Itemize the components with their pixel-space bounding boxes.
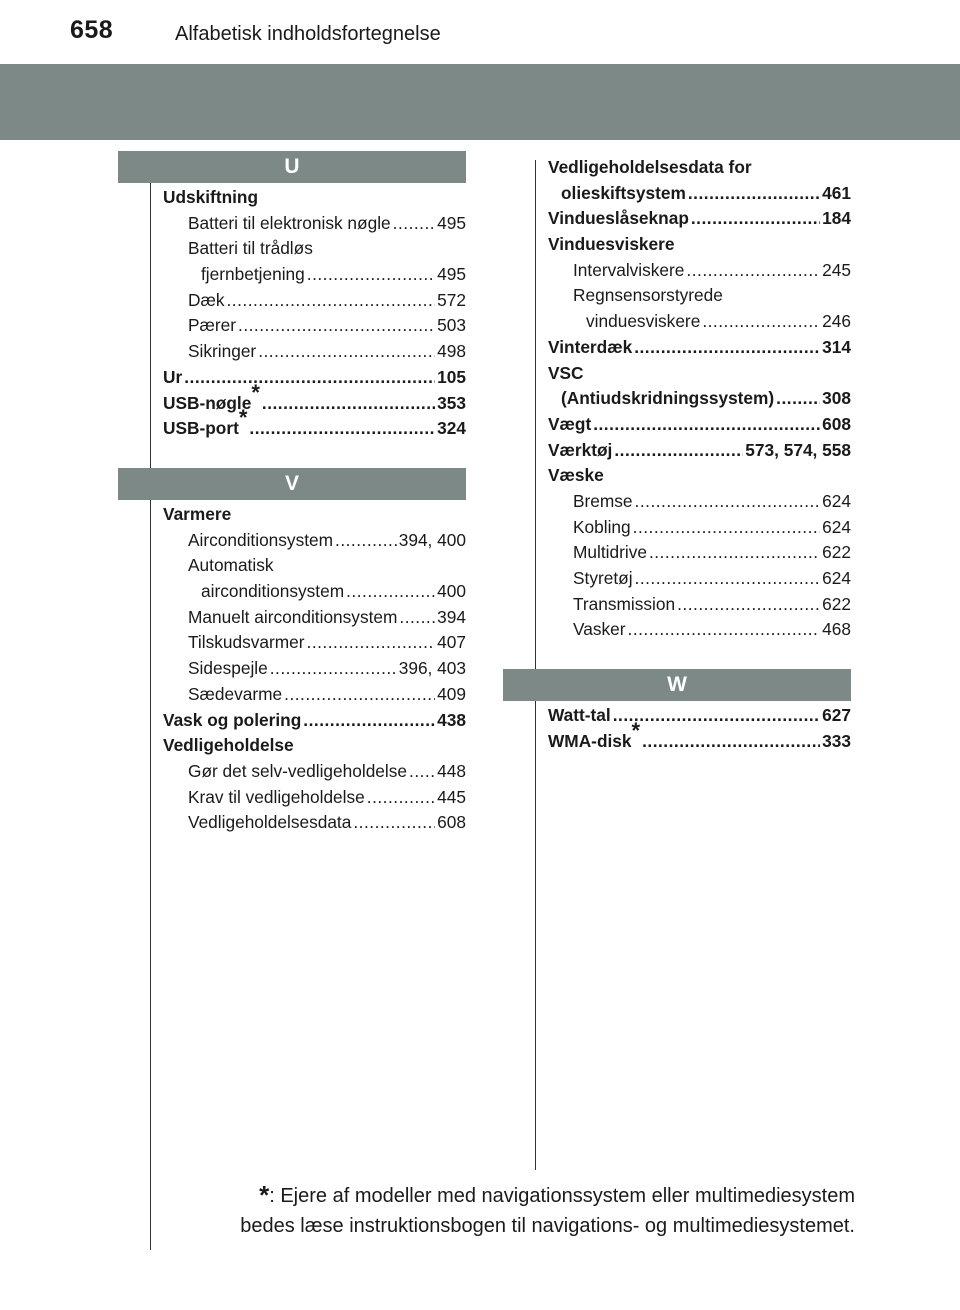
left-rule bbox=[150, 183, 151, 1250]
index-subheading bbox=[163, 236, 466, 262]
leader-dots bbox=[409, 759, 435, 785]
index-entry bbox=[548, 540, 851, 566]
page-ref: 573, 574, 558 bbox=[745, 439, 851, 460]
page-ref: 396, 403 bbox=[398, 658, 466, 679]
leader-dots bbox=[691, 206, 820, 232]
entry-label: Pærer bbox=[188, 315, 237, 336]
page-ref: 498 bbox=[437, 341, 466, 362]
page-ref: 333 bbox=[822, 730, 851, 751]
footnote-star: * bbox=[259, 1180, 270, 1210]
entry-label: Vedligeholdelsesdata bbox=[188, 812, 352, 833]
leader-dots bbox=[399, 605, 435, 631]
index-entry bbox=[548, 617, 851, 643]
page-ref: 627 bbox=[822, 705, 851, 725]
section-v-list bbox=[163, 502, 466, 836]
entry-label: USB-port bbox=[163, 418, 239, 439]
entry-label: Watt-tal bbox=[548, 705, 611, 725]
index-heading bbox=[548, 232, 851, 258]
entry-label: Udskiftning bbox=[163, 187, 259, 207]
leader-dots bbox=[303, 708, 435, 734]
page-ref: 246 bbox=[822, 311, 851, 332]
index-entry bbox=[163, 605, 466, 631]
asterisk-mark: * bbox=[251, 379, 260, 405]
leader-dots bbox=[614, 438, 743, 464]
index-entry bbox=[548, 566, 851, 592]
leader-dots bbox=[258, 339, 435, 365]
entry-label: Batteri til trådløs bbox=[188, 238, 313, 259]
entry-label: Automatisk bbox=[188, 555, 274, 576]
entry-label: Intervalviskere bbox=[573, 259, 685, 280]
entry-label bbox=[163, 405, 248, 442]
index-entry bbox=[548, 717, 851, 755]
leader-dots bbox=[393, 211, 435, 237]
entry-label: Krav til vedligeholdelse bbox=[188, 786, 365, 807]
page-ref: 105 bbox=[437, 366, 466, 387]
index-entry bbox=[163, 365, 466, 391]
index-heading bbox=[548, 155, 851, 181]
entry-label: Sædevarme bbox=[188, 683, 283, 704]
index-entry bbox=[163, 313, 466, 339]
section-v-continued-list bbox=[548, 155, 851, 643]
entry-label: Vindueslåseknap bbox=[548, 208, 689, 229]
asterisk-mark: * bbox=[631, 717, 641, 743]
leader-dots bbox=[633, 515, 821, 541]
entry-label: Batteri til elektronisk nøgle bbox=[188, 212, 391, 233]
page-ref: 394 bbox=[437, 606, 466, 627]
page-ref: 445 bbox=[437, 786, 466, 807]
index-entry bbox=[163, 288, 466, 314]
page-ref: 245 bbox=[822, 259, 851, 280]
entry-label: Transmission bbox=[573, 593, 676, 614]
page-ref: 622 bbox=[822, 542, 851, 563]
index-entry bbox=[163, 656, 466, 682]
leader-dots bbox=[346, 579, 435, 605]
index-entry bbox=[163, 339, 466, 365]
page-ref: 503 bbox=[437, 315, 466, 336]
entry-label: Bremse bbox=[573, 490, 633, 511]
entry-label: VSC bbox=[548, 362, 584, 383]
leader-dots bbox=[613, 703, 820, 729]
leader-dots bbox=[335, 528, 397, 554]
page-ref: 438 bbox=[437, 709, 466, 730]
page-ref: 608 bbox=[822, 413, 851, 434]
footnote bbox=[200, 1180, 855, 1241]
header-banner bbox=[0, 64, 960, 140]
entry-label: Regnsensorstyrede bbox=[573, 285, 723, 306]
section-header-w: W bbox=[503, 669, 851, 701]
leader-dots bbox=[686, 258, 820, 284]
leader-dots bbox=[262, 391, 435, 417]
page-ref: 353 bbox=[437, 392, 466, 413]
index-subheading bbox=[163, 553, 466, 579]
entry-label: olieskiftsystem bbox=[561, 182, 686, 203]
index-entry bbox=[548, 181, 851, 207]
leader-dots bbox=[776, 386, 820, 412]
entry-label bbox=[548, 717, 641, 755]
leader-dots bbox=[307, 262, 435, 288]
index-entry bbox=[163, 262, 466, 288]
page-ref: 184 bbox=[822, 208, 851, 229]
entry-label: Sikringer bbox=[188, 341, 257, 362]
footnote-line-1: : Ejere af modeller med navigationssystem eller multimediesystem bbox=[269, 1185, 855, 1207]
index-entry bbox=[548, 438, 851, 464]
index-heading bbox=[163, 185, 466, 211]
entry-label: Varmere bbox=[163, 504, 232, 524]
leader-dots bbox=[249, 416, 435, 442]
entry-label: Vedligeholdelsesdata for bbox=[548, 157, 752, 177]
leader-dots bbox=[367, 785, 435, 811]
index-entry bbox=[548, 489, 851, 515]
leader-dots bbox=[702, 309, 820, 335]
entry-label: Sidespejle bbox=[188, 658, 268, 679]
entry-label: Vedligeholdelse bbox=[163, 735, 294, 756]
entry-label: Vinterdæk bbox=[548, 336, 633, 357]
index-entry bbox=[163, 785, 466, 811]
leader-dots bbox=[642, 729, 820, 755]
leader-dots bbox=[184, 365, 435, 391]
leader-dots bbox=[227, 288, 436, 314]
leader-dots bbox=[628, 617, 821, 643]
page-ref: 400 bbox=[437, 581, 466, 602]
entry-label: (Antiudskridningssystem) bbox=[561, 388, 775, 409]
index-entry bbox=[163, 810, 466, 836]
index-heading bbox=[163, 502, 466, 528]
leader-dots bbox=[270, 656, 397, 682]
index-entry bbox=[548, 515, 851, 541]
entry-label: Airconditionsystem bbox=[188, 529, 334, 550]
index-heading bbox=[548, 463, 851, 489]
page-ref: 624 bbox=[822, 490, 851, 511]
page-ref: 608 bbox=[437, 812, 466, 833]
index-entry bbox=[163, 528, 466, 554]
leader-dots bbox=[238, 313, 435, 339]
page-ref: 324 bbox=[437, 418, 466, 439]
leader-dots bbox=[353, 810, 435, 836]
leader-dots bbox=[284, 682, 435, 708]
index-entry bbox=[548, 412, 851, 438]
entry-label: Manuelt airconditionsystem bbox=[188, 606, 398, 627]
entry-label: Ur bbox=[163, 366, 183, 387]
leader-dots bbox=[677, 592, 820, 618]
index-subheading bbox=[548, 283, 851, 309]
page-ref: 468 bbox=[822, 619, 851, 640]
index-entry bbox=[548, 703, 851, 729]
leader-dots bbox=[593, 412, 820, 438]
index-entry bbox=[548, 309, 851, 335]
index-entry bbox=[163, 405, 466, 442]
index-entry bbox=[548, 206, 851, 232]
section-u-list bbox=[163, 185, 466, 442]
page-ref: 461 bbox=[822, 182, 851, 203]
page-ref: 622 bbox=[822, 593, 851, 614]
index-entry bbox=[548, 592, 851, 618]
leader-dots bbox=[635, 566, 821, 592]
entry-label: USB-nøgle bbox=[163, 392, 252, 413]
page-title: Alfabetisk indholdsfortegnelse bbox=[175, 23, 441, 45]
entry-label: Multidrive bbox=[573, 542, 647, 563]
entry-label: Vægt bbox=[548, 413, 592, 434]
index-entry bbox=[163, 682, 466, 708]
entry-label: Vask og polering bbox=[163, 709, 302, 730]
page-header bbox=[0, 0, 960, 58]
asterisk-mark: * bbox=[238, 405, 248, 431]
entry-label: Dæk bbox=[188, 289, 225, 310]
page-ref: 409 bbox=[437, 683, 466, 704]
index-entry bbox=[548, 386, 851, 412]
leader-dots bbox=[635, 489, 821, 515]
entry-label: vinduesviskere bbox=[586, 311, 701, 332]
index-entry bbox=[163, 211, 466, 237]
entry-label: Værktøj bbox=[548, 439, 613, 460]
entry-label: Kobling bbox=[573, 516, 631, 537]
index-entry bbox=[548, 258, 851, 284]
section-header-u: U bbox=[118, 151, 466, 183]
page-ref: 624 bbox=[822, 568, 851, 588]
page-ref: 495 bbox=[437, 264, 466, 285]
center-rule bbox=[535, 160, 536, 1170]
page-ref: 495 bbox=[437, 212, 466, 233]
entry-label: fjernbetjening bbox=[201, 264, 305, 285]
index-entry bbox=[163, 708, 466, 734]
entry-label: airconditionsystem bbox=[201, 581, 345, 602]
page-number: 658 bbox=[70, 16, 114, 44]
page-ref: 314 bbox=[822, 336, 851, 357]
index-heading bbox=[548, 361, 851, 387]
index-heading bbox=[163, 733, 466, 759]
index-entry bbox=[548, 335, 851, 361]
entry-label: Gør det selv-vedligeholdelse bbox=[188, 760, 408, 781]
entry-label: WMA-disk bbox=[548, 730, 632, 751]
index-entry bbox=[163, 579, 466, 605]
leader-dots bbox=[307, 630, 436, 656]
page-ref: 448 bbox=[437, 760, 466, 781]
footnote-line-2: bedes læse instruktionsbogen til navigations- og multimediesystemet. bbox=[240, 1215, 855, 1237]
page-ref: 572 bbox=[437, 289, 466, 310]
section-w-list bbox=[548, 703, 851, 754]
entry-label: Væske bbox=[548, 465, 604, 486]
entry-label: Styretøj bbox=[573, 568, 633, 588]
index-entry bbox=[163, 759, 466, 785]
page-ref: 308 bbox=[822, 388, 851, 409]
index-entry bbox=[163, 379, 466, 417]
page-ref: 394, 400 bbox=[398, 529, 466, 550]
entry-label: Vasker bbox=[573, 619, 626, 640]
page-ref: 624 bbox=[822, 516, 851, 537]
section-header-v: V bbox=[118, 468, 466, 500]
index-entry bbox=[163, 630, 466, 656]
leader-dots bbox=[688, 181, 820, 207]
entry-label: Tilskudsvarmer bbox=[188, 632, 305, 653]
leader-dots bbox=[649, 540, 820, 566]
page-ref: 407 bbox=[437, 632, 466, 653]
leader-dots bbox=[634, 335, 820, 361]
entry-label: Vinduesviskere bbox=[548, 234, 675, 255]
